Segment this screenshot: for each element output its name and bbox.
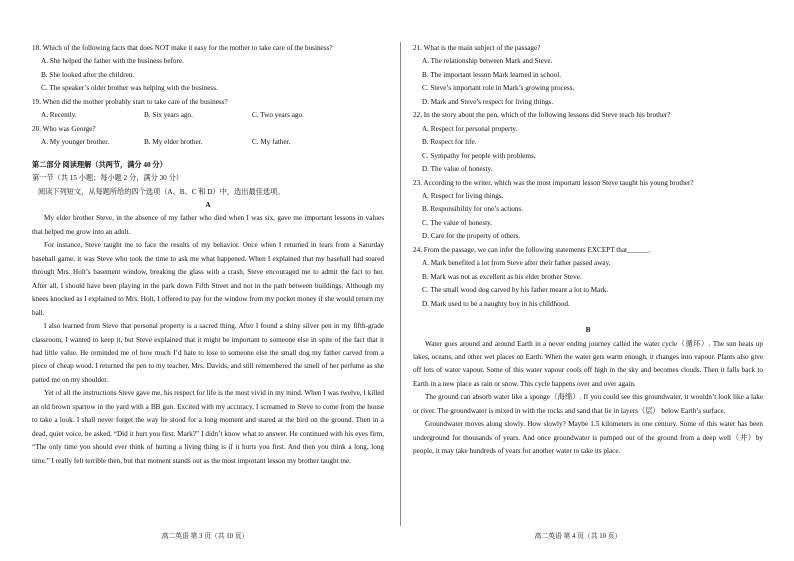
right-column <box>413 42 763 459</box>
passage-paragraph: For instance, Steve taught me to face the results of my behavior. Once when I returned in tears from a Saturday baseball game, it was Steve who took the time to ask me what happened. When I explained that my baseball had soared through Mrs. Holt’s basement window, breaking the glass with a crash, Steve encouraged me to admit the fact to her. After all, I should have been playing in the park down Fifth Street and not in the path between buildings. Although my knees knocked as I explained to Mrs. Holt, I offered to pay for the window from my pocket money if she would return my ball. <box>32 241 384 317</box>
option: A. Respect for personal property. <box>422 124 518 133</box>
option: B. My elder brother. <box>144 138 203 147</box>
section-one-title: 第一节（共 15 小题；每小题 2 分，满分 30 分） <box>32 174 183 183</box>
option: C. Steve’s important role in Mark’s growing process. <box>422 84 575 93</box>
option: D. Care for the property of others. <box>422 232 521 241</box>
option: B. She looked after the children. <box>41 70 135 79</box>
option: D. The value of honesty. <box>422 165 493 174</box>
question-20 <box>32 123 384 150</box>
question-stem: 19. When did the mother probably start to take care of the business? <box>32 97 228 106</box>
option: A. My younger brother. <box>41 138 110 147</box>
option: A. Recently. <box>41 111 77 120</box>
page-footer-right: 高二英语 第 4 页（共 10 页） <box>534 533 622 540</box>
option: A. The relationship between Mark and Steve. <box>422 57 553 66</box>
option: C. The value of honesty. <box>422 218 493 227</box>
option: B. Mark was not as excellent as his elder brother Steve. <box>422 272 582 281</box>
question-stem: 24. From the passage, we can infer the following statements EXCEPT that______. <box>413 245 651 254</box>
question-18 <box>32 42 384 96</box>
passage-paragraph: My elder brother Steve, in the absence of my father who died when I was six, gave me important lessons in values that helped me grow into an adult. <box>32 214 384 236</box>
passage-a-label: A <box>205 200 211 209</box>
question-stem: 20. Who was George? <box>32 124 96 133</box>
question-19 <box>32 96 384 123</box>
question-22 <box>413 109 763 176</box>
passage-paragraph: The ground can absorb water like a sponge（海绵）. If you could see this groundwater, it wouldn’t look like a lake or river. The groundwater is mixed in with the rocks and sand that lie in layers（层） below Earth’s surface. <box>413 393 763 415</box>
option: A. She helped the father with the business before. <box>41 57 184 66</box>
passage-paragraph: Water goes around and around Earth in a never ending journey called the water cycle（循环）. The sun heats up lakes, oceans, and other wet places on Earth. When the water gets warm enough, it changes into vapour. Plants also give off lots of water vapour. Some of this water vapour cools off high in the sky and becomes clouds. Then it falls back to Earth in a new place as rain or snow. This cycle happens over and over again. <box>413 339 763 388</box>
page-footer-left: 高二英语 第 3 页（共 10 页） <box>161 533 249 540</box>
question-stem: 21. What is the main subject of the passage? <box>413 44 541 52</box>
section-instruction: 阅读下列短文，从每题所给的四个选项（A、B、C 和 D）中，选出最佳选项。 <box>38 187 285 196</box>
question-23 <box>413 177 763 244</box>
options-row <box>32 109 384 122</box>
option: A. Mark benefited a lot from Steve after their father passed away. <box>422 259 611 268</box>
option: A. Respect for living things. <box>422 191 504 200</box>
option: B. The important lesson Mark learned in school. <box>422 70 561 79</box>
option: D. Mark used to be a naughty boy in his childhood. <box>422 299 570 308</box>
question-21 <box>413 42 763 109</box>
question-stem: 18. Which of the following facts that does NOT make it easy for the mother to take care of the business? <box>32 44 333 52</box>
passage-b-label: B <box>585 326 591 335</box>
option: C. The small wood dog carved by his father meant a lot to Mark. <box>422 286 609 295</box>
part-two-title: 第二部分 阅读理解（共两节，满分 40 分） <box>32 160 167 169</box>
option: B. Respect for life. <box>422 138 477 147</box>
passage-paragraph: I also learned from Steve that personal property is a sacred thing. After I found a shiny silver pen in my fifth-grade classroom, I wanted to keep it, but Steve explained that it might be important to someone else in spite of the fact that it had little value. He reminded me of how much I’d hate to lose to someone else the small dog my father carved from a piece of cheap wood. I returned the pen to my teacher, Mrs. Davids, and still remembered the smell of her perfume as she patted me on my shoulder. <box>32 322 384 384</box>
left-column <box>32 42 384 468</box>
option: B. Six years ago. <box>144 111 193 120</box>
option: C. The speaker’s older brother was helping with the business. <box>41 84 218 93</box>
column-divider <box>400 42 401 526</box>
option: D. Mark and Steve’s respect for living things. <box>422 97 554 106</box>
option: C. My father. <box>252 138 291 147</box>
question-stem: 23. According to the writer, which was the most important lesson Steve taught his young brother? <box>413 178 694 187</box>
question-24 <box>413 244 763 311</box>
options-row <box>32 136 384 149</box>
option: C. Sympathy for people with problems. <box>422 151 536 160</box>
passage-paragraph: Groundwater moves along slowly. How slowly? Maybe 1.5 kilometers in one century. Some of this water has been underground for thousands of years. And once groundwater is pumped out of the ground from a deep well（井）by people, it may take hundreds of years for another water to take its place. <box>413 420 763 456</box>
option: B. Responsibility for one’s actions. <box>422 205 524 214</box>
question-stem: 22. In the story about the pen, which of the following lessons did Steve teach his brother? <box>413 111 671 120</box>
passage-paragraph: Yet of all the instructions Steve gave me, his respect for life is the most vivid in my mind. When I was twelve, I killed an old brown sparrow in the yard with a BB gun. Excited with my accuracy, I screamed to Steve to come from the house to take a look. I shall never forget the way he stood for a long moment and stared at the bird on the ground. Then in a dead, quiet voice, he asked, “Did it hurt you first, Mark?” I didn’t know what to answer. He continued with his eyes firm, “The only time you should ever think of hurting a living thing is if it hurts you first. And then you think a long, long time.” I really felt terrible then, but that moment stands out as the most important lesson my brother taught me. <box>32 389 384 465</box>
option: C. Two years ago. <box>252 111 304 120</box>
